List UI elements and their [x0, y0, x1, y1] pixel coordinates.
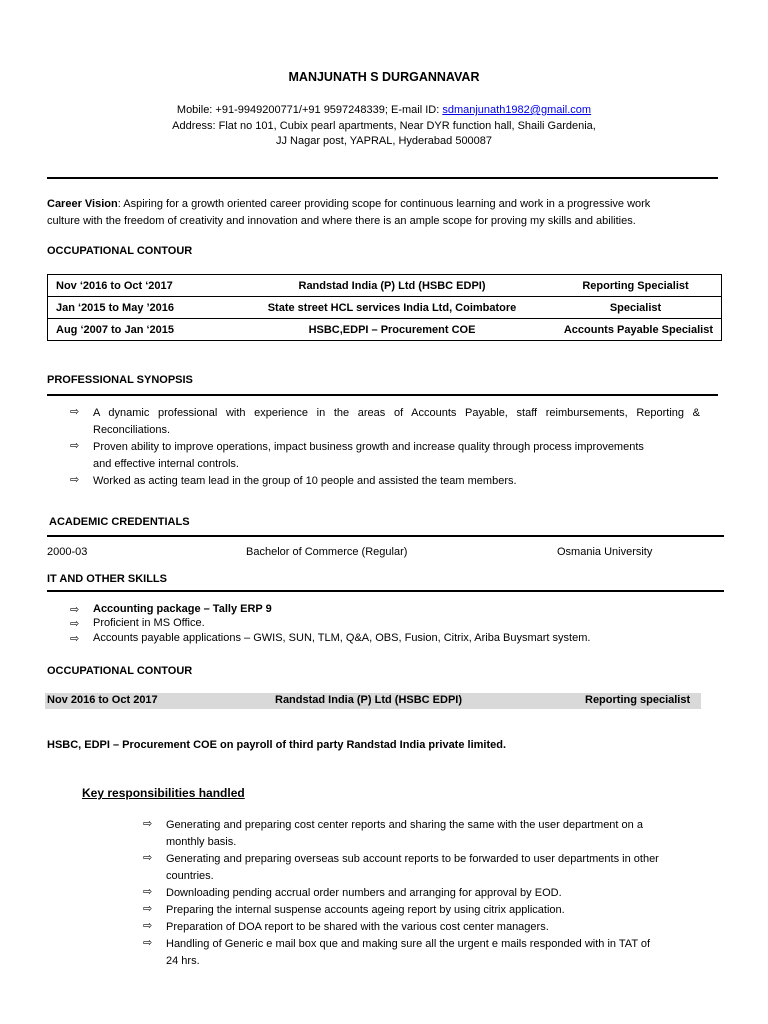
- synopsis-item-1-line1: A dynamic professional with experience in the areas of Accounts Payable, staff reimbursements, Reporting &: [93, 407, 700, 419]
- role-cell: Reporting Specialist: [550, 275, 722, 297]
- responsibility-1-line2: monthly basis.: [166, 836, 237, 848]
- role-cell: Specialist: [550, 297, 722, 319]
- arrow-bullet-icon: ⇨: [70, 406, 80, 418]
- header-divider: [47, 177, 718, 179]
- arrow-bullet-icon: ⇨: [70, 440, 80, 452]
- responsibility-1-line1: Generating and preparing cost center reports and sharing the same with the user department on a: [166, 819, 643, 831]
- company-cell: HSBC,EDPI – Procurement COE: [234, 319, 550, 341]
- company-cell: Randstad India (P) Ltd (HSBC EDPI): [234, 275, 550, 297]
- arrow-bullet-icon: ⇨: [143, 886, 153, 898]
- job-role: Reporting specialist: [585, 694, 691, 706]
- arrow-bullet-icon: ⇨: [70, 633, 80, 645]
- professional-synopsis-heading: PROFESSIONAL SYNOPSIS: [47, 374, 193, 386]
- career-vision-label: Career Vision: [47, 198, 118, 210]
- responsibility-6-line2: 24 hrs.: [166, 955, 200, 967]
- skills-divider: [47, 590, 724, 592]
- career-vision-text-1: : Aspiring for a growth oriented career providing scope for continuous learning and work in a progressive work: [117, 198, 651, 210]
- skill-item-1: Accounting package – Tally ERP 9: [93, 603, 272, 615]
- responsibilities-heading: Key responsibilities handled: [82, 786, 245, 800]
- arrow-bullet-icon: ⇨: [70, 474, 80, 486]
- career-vision-text-2: culture with the freedom of creativity and innovation and where there is an ample scope for proving my skills and abilities.: [47, 215, 636, 227]
- synopsis-item-2-line1: Proven ability to improve operations, impact business growth and increase quality through process improvements: [93, 441, 644, 453]
- occupational-contour-table: [47, 274, 722, 341]
- period-cell: Jan ‘2015 to May ’2016: [48, 297, 235, 319]
- academic-year: 2000-03: [47, 546, 88, 558]
- address-line-2: JJ Nagar post, YAPRAL, Hyderabad 500087: [275, 135, 493, 147]
- job-period: Nov 2016 to Oct 2017: [47, 694, 158, 706]
- table-row: [48, 319, 722, 341]
- synopsis-item-2-line2: and effective internal controls.: [93, 458, 239, 470]
- responsibility-3: Downloading pending accrual order numbers and arranging for approval by EOD.: [166, 887, 562, 899]
- synopsis-item-1-line2: Reconciliations.: [93, 424, 171, 436]
- address-line-1: Address: Flat no 101, Cubix pearl apartments, Near DYR function hall, Shaili Gardenia,: [172, 120, 596, 132]
- responsibility-2-line1: Generating and preparing overseas sub account reports to be forwarded to user departments in other: [166, 853, 659, 865]
- payroll-note: HSBC, EDPI – Procurement COE on payroll of third party Randstad India private limited.: [47, 739, 507, 751]
- occupational-contour-heading: OCCUPATIONAL CONTOUR: [47, 245, 193, 257]
- synopsis-divider: [47, 394, 718, 396]
- period-cell: Aug ‘2007 to Jan ‘2015: [48, 319, 235, 341]
- responsibility-5: Preparation of DOA report to be shared with the various cost center managers.: [166, 921, 549, 933]
- responsibility-6-line1: Handling of Generic e mail box que and making sure all the urgent e mails responded with in TAT of: [166, 938, 651, 950]
- table-row: [48, 275, 722, 297]
- arrow-bullet-icon: ⇨: [70, 604, 80, 616]
- email-link[interactable]: sdmanjunath1982@gmail.com: [442, 104, 592, 116]
- arrow-bullet-icon: ⇨: [143, 920, 153, 932]
- synopsis-item-3: Worked as acting team lead in the group of 10 people and assisted the team members.: [93, 475, 517, 487]
- arrow-bullet-icon: ⇨: [143, 818, 153, 830]
- job-company: Randstad India (P) Ltd (HSBC EDPI): [275, 694, 462, 706]
- academic-degree: Bachelor of Commerce (Regular): [246, 546, 408, 558]
- career-vision: [47, 196, 727, 230]
- period-cell: Nov ‘2016 to Oct ‘2017: [48, 275, 235, 297]
- arrow-bullet-icon: ⇨: [143, 852, 153, 864]
- contact-line: [0, 104, 768, 116]
- academic-divider: [47, 535, 724, 537]
- contact-phones: Mobile: +91-9949200771/+91 9597248339; E-mail ID:: [176, 104, 443, 116]
- academic-heading: ACADEMIC CREDENTIALS: [49, 516, 190, 528]
- arrow-bullet-icon: ⇨: [143, 903, 153, 915]
- skill-item-3: Accounts payable applications – GWIS, SUN, TLM, Q&A, OBS, Fusion, Citrix, Ariba Buysmart system.: [93, 632, 591, 644]
- candidate-name: MANJUNATH S DURGANNAVAR: [288, 70, 480, 84]
- academic-university: Osmania University: [557, 546, 653, 558]
- skills-heading: IT AND OTHER SKILLS: [47, 573, 167, 585]
- responsibility-4: Preparing the internal suspense accounts ageing report by using citrix application.: [166, 904, 565, 916]
- company-cell: State street HCL services India Ltd, Coimbatore: [234, 297, 550, 319]
- skill-item-2: Proficient in MS Office.: [93, 617, 205, 629]
- arrow-bullet-icon: ⇨: [143, 937, 153, 949]
- role-cell: Accounts Payable Specialist: [550, 319, 722, 341]
- job-header-bar: [45, 693, 701, 709]
- responsibility-2-line2: countries.: [166, 870, 214, 882]
- occupational-contour-2-heading: OCCUPATIONAL CONTOUR: [47, 665, 193, 677]
- table-row: [48, 297, 722, 319]
- arrow-bullet-icon: ⇨: [70, 618, 80, 630]
